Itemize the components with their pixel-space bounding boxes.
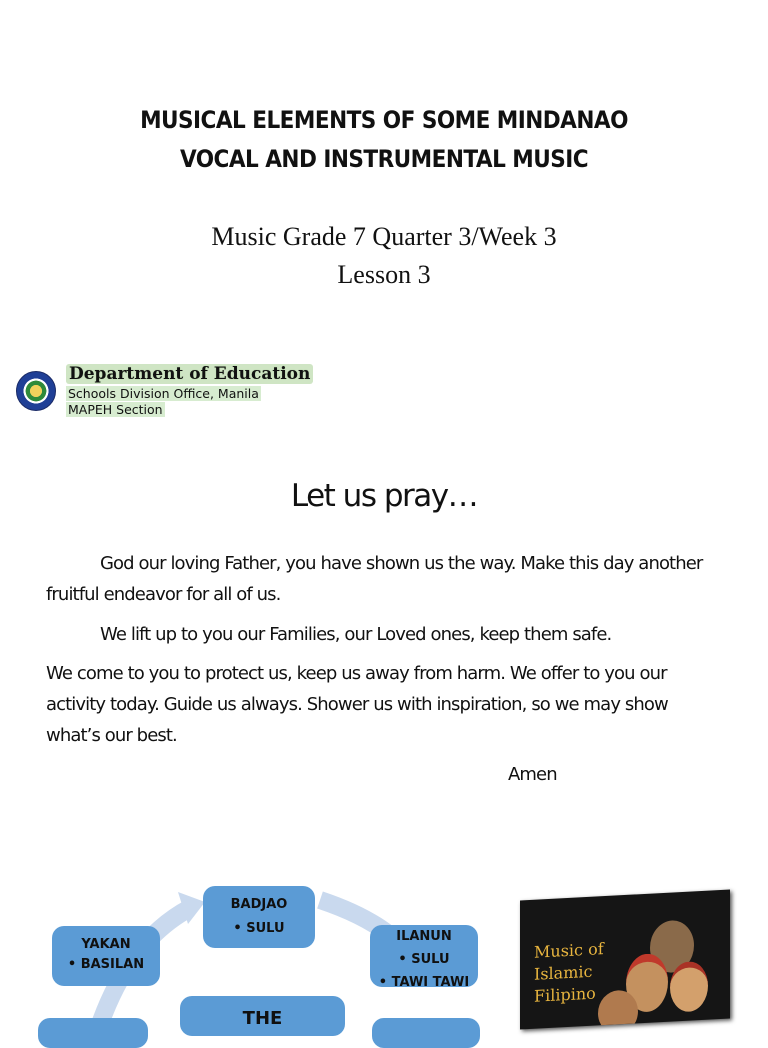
subtitle-line-2: Lesson 3	[337, 260, 431, 289]
book-title	[534, 938, 604, 1008]
mapeh-section: MAPEH Section	[68, 402, 163, 417]
book-title-line: Filipino	[534, 983, 596, 1006]
diagram-node-bottom-left	[38, 1018, 148, 1048]
node-title: ILANUN	[396, 929, 452, 944]
diagram-node-yakan	[52, 926, 160, 986]
node-subtitle: • TAWI TAWI	[378, 975, 470, 990]
prayer-line: We come to you to protect us, keep us away from harm. We offer to you our	[46, 663, 667, 684]
node-subtitle: • SULU	[398, 952, 450, 967]
department-name: Department of Education	[66, 364, 313, 384]
diagram-node-ilanun	[370, 925, 478, 990]
diagram-node-bottom-right	[372, 1018, 480, 1048]
diagram-node-center	[180, 996, 345, 1036]
division-office: Schools Division Office, Manila	[68, 386, 259, 401]
prayer-line: fruitful endeavor for all of us.	[46, 584, 281, 605]
book-title-line: Music of	[534, 939, 604, 962]
book-cover-image	[520, 889, 730, 1029]
node-title: THE	[242, 1008, 283, 1029]
book-title-line: Islamic	[534, 961, 593, 984]
prayer-line: We lift up to you our Families, our Loved ones, keep them safe.	[100, 624, 612, 645]
deped-seal-icon	[16, 371, 56, 411]
subtitle-line-1: Music Grade 7 Quarter 3/Week 3	[211, 222, 557, 251]
figure-face	[670, 961, 708, 1013]
document-title-line-1: MUSICAL ELEMENTS OF SOME MINDANAO	[140, 106, 628, 134]
diagram-node-badjao	[203, 886, 315, 948]
prayer-line: what’s our best.	[46, 725, 177, 746]
node-subtitle: • SULU	[233, 921, 285, 936]
node-subtitle: • BASILAN	[67, 957, 145, 972]
prayer-title: Let us pray…	[290, 478, 478, 514]
prayer-line: God our loving Father, you have shown us the way. Make this day another	[100, 553, 703, 574]
prayer-line: activity today. Guide us always. Shower us with inspiration, so we may show	[46, 694, 668, 715]
figure-face	[598, 989, 638, 1029]
document-title-line-2: VOCAL AND INSTRUMENTAL MUSIC	[179, 145, 589, 173]
node-title: YAKAN	[81, 937, 131, 952]
prayer-amen: Amen	[508, 764, 557, 785]
node-title: BADJAO	[230, 897, 288, 912]
